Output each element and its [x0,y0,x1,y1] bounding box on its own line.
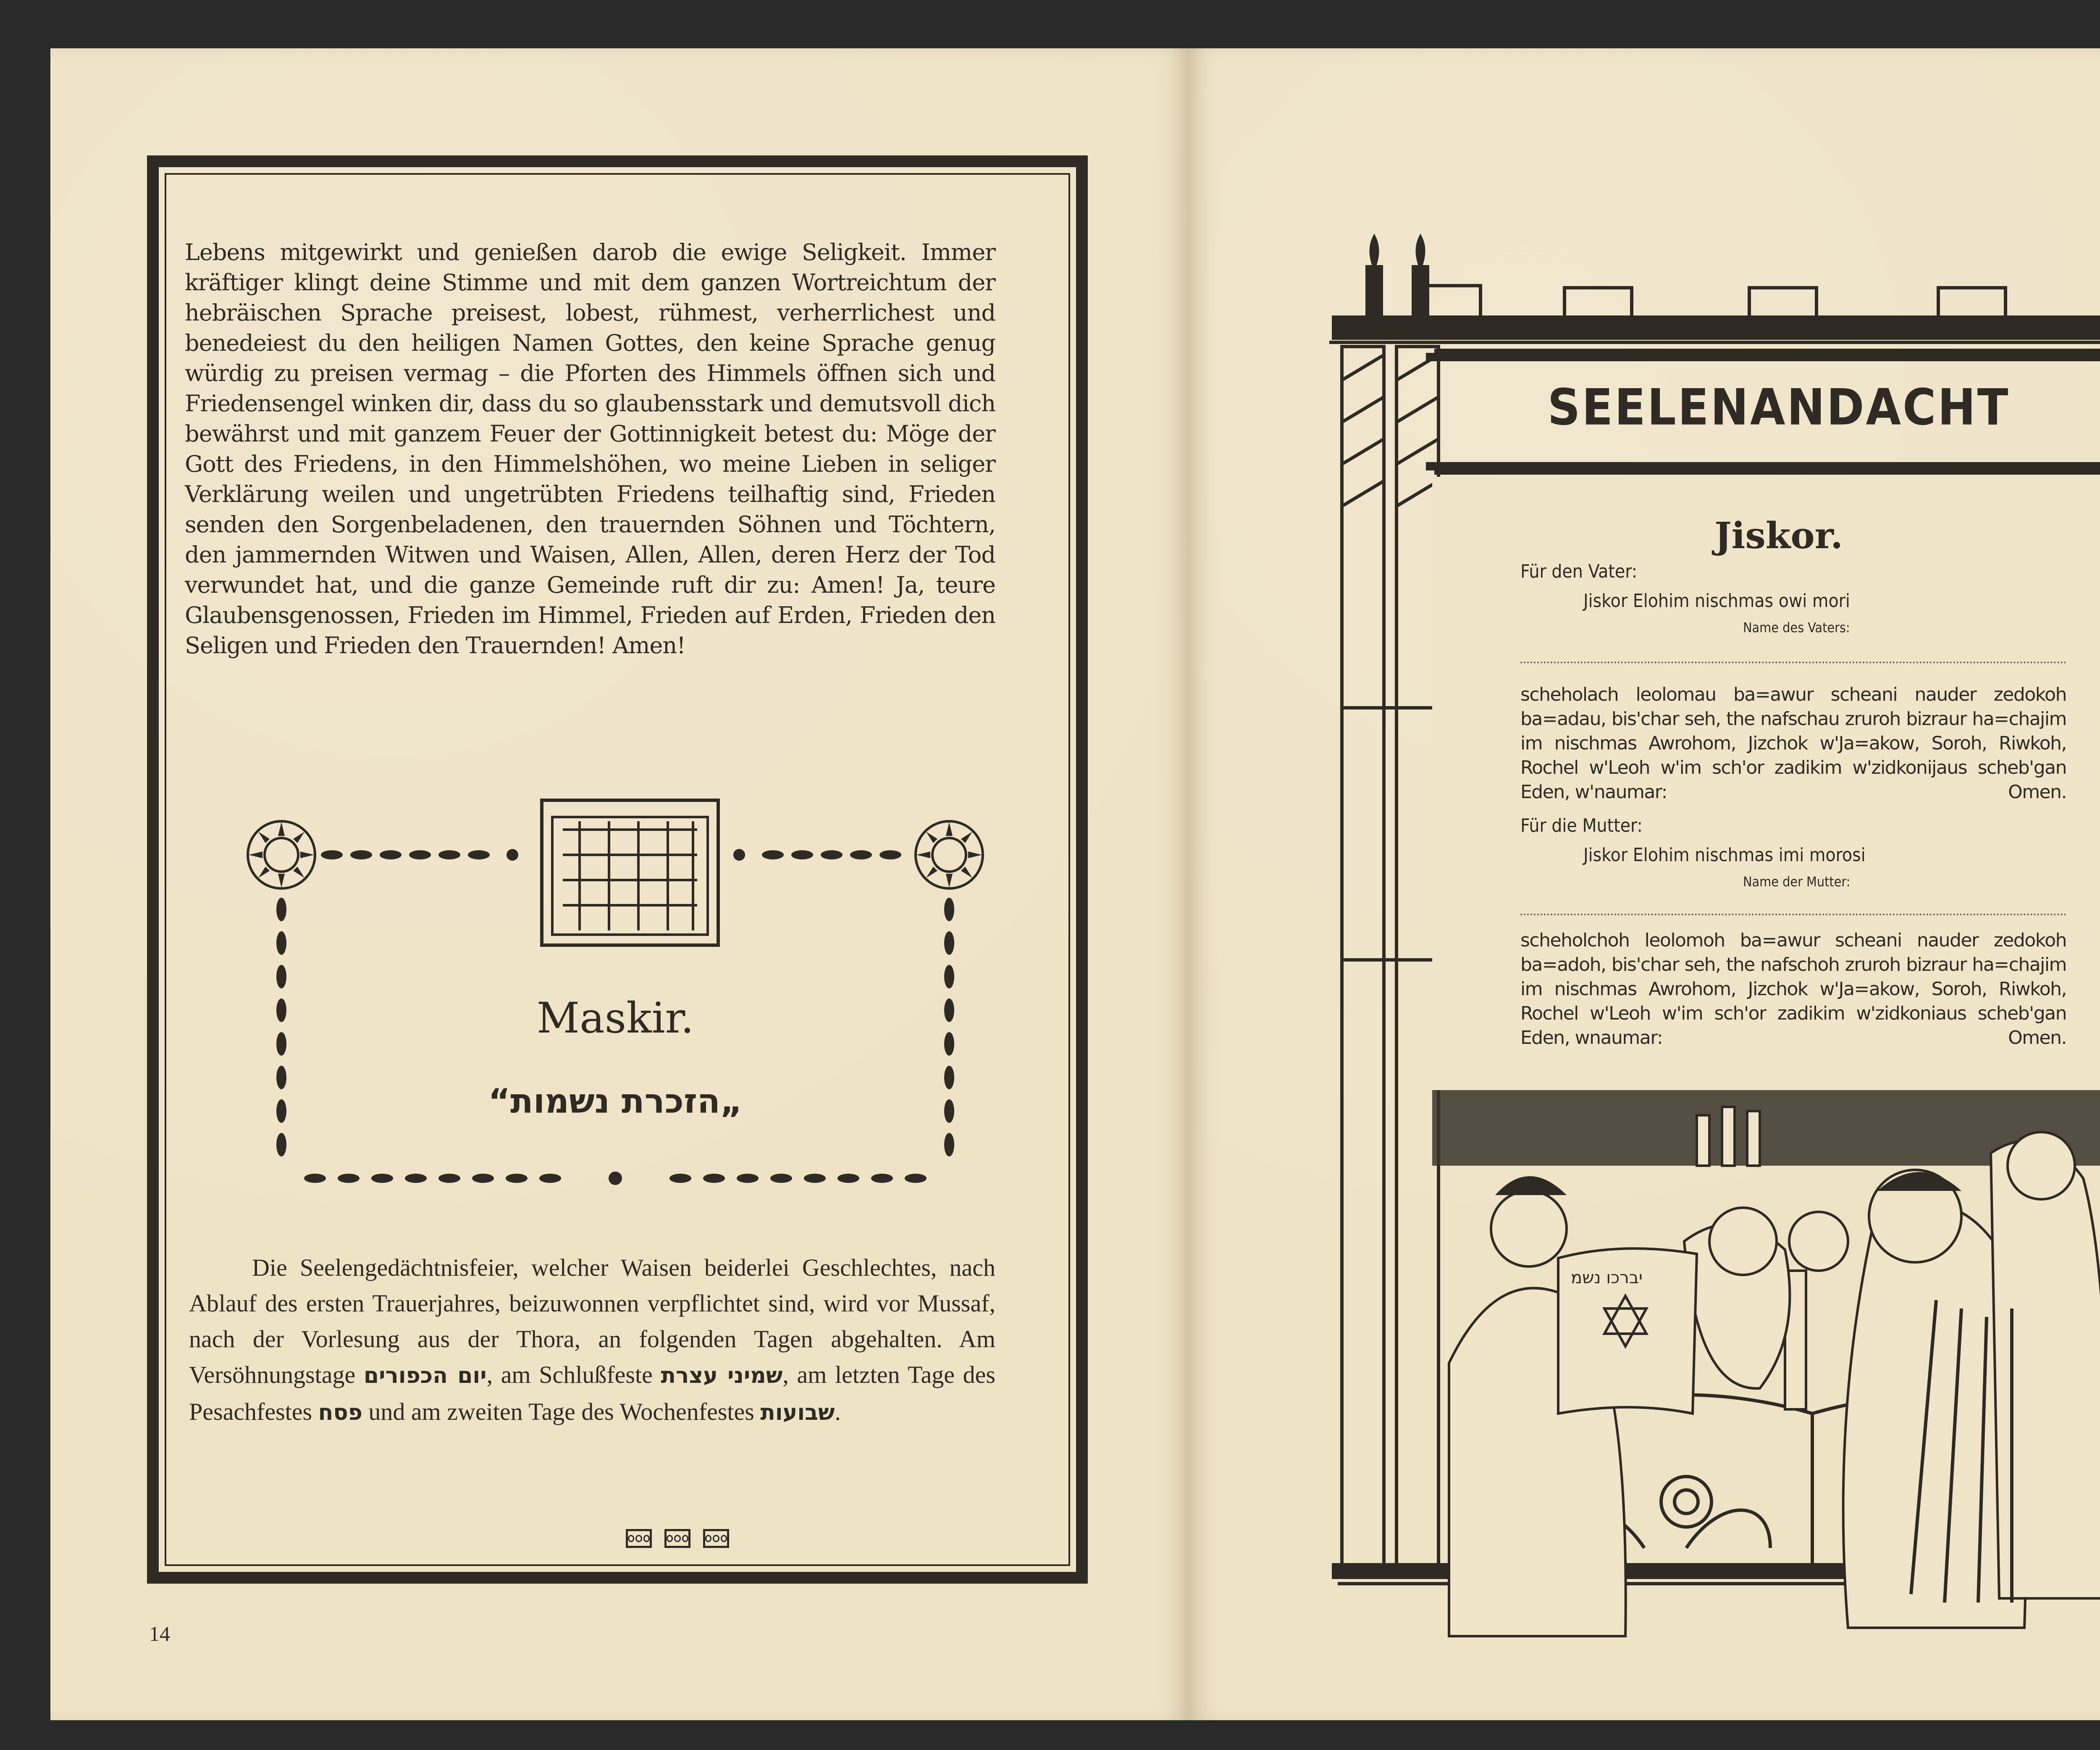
mother-prayer [1520,928,2066,1050]
memorial-service-scene-icon [1432,1090,2100,1720]
right-page [1189,48,2100,1720]
book-spread [50,48,2100,1720]
maskir-ornament-frame [239,792,991,1203]
scroll-hebrew-text: יברכו נשמ [1571,1268,1643,1288]
synagogue-illustration [1432,1090,2100,1720]
maskir-title: Maskir. [536,993,694,1043]
rule-text-part: , am letzten Tage des Pesachfestes [189,1361,995,1425]
father-name-line[interactable] [1520,662,2066,663]
end-mark-icon [664,1529,690,1548]
end-mark-icon [626,1529,652,1548]
mother-name-line[interactable] [1520,914,2066,915]
header-band [1426,353,2100,470]
hebrew-shavuot: שבועות [760,1400,835,1425]
mother-amen: Omen. [2008,1027,2066,1048]
father-amen: Omen. [2008,781,2066,803]
jiskor-title: Jiskor. [1714,515,1843,557]
prayer-paragraph: Lebens mitgewirkt und genießen darob die ewige Seligkeit. Immer kräftiger klingt deine Stimme und mit dem ganzen Wortreichtum der hebräischen Sprache preisest, lobest, rühmest, verherrlichest und benedeiest du den heiligen Namen Gottes, den keine Sprache genug würdig zu preisen vermag – die Pforten des Himmels öffnen sich und Friedensengel winken dir, dass du so glaubensstark und demutsvoll dich bewährst und mit ganzem Feuer der Gottinnigkeit betest du: Möge der Gott des Friedens, in den Himmelshöhen, wo meine Lieben in seliger Verklärung weilen und ungetrübten Friedens teilhaftig sind, Frieden senden den Sorgenbeladenen, den trauernden Söhnen und Töchtern, den jammernden Witwen und Waisen, Allen, Allen, deren Herz der Tod verwundet hat, und die ganze Gemeinde ruft dir zu: Amen! Ja, teure Glaubensgenossen, Frieden im Himmel, Frieden auf Erden, Frieden den Seligen und Frieden den Trauernden! Amen! [185,239,995,659]
jiskor-prayer-panel [1432,477,2100,1090]
father-label: Für den Vater: [1520,561,1638,582]
end-ornament [626,1529,729,1548]
rule-text-part: , am Schlußfeste [486,1361,661,1388]
hebrew-pesach: פסח [318,1400,362,1425]
yizkor-days-paragraph [189,1250,995,1431]
page-number-left: 14 [149,1622,170,1645]
mother-invocation: Jiskor Elohim nischmas imi morosi [1583,844,1866,866]
left-page [50,48,1189,1720]
father-name-hint: Name des Vaters: [1743,620,1850,636]
mother-label: Für die Mutter: [1520,815,1643,836]
rule-text-part: . [835,1398,841,1425]
mother-name-hint: Name der Mutter: [1743,874,1851,890]
rule-text-part: und am zweiten Tage des Wochenfestes [362,1398,761,1425]
father-prayer-text: scheholach leolomau ba=awur scheani nauder zedokoh ba=adau, bis'char seh, the nafschau zruroh bizraur ha=chajim im nischmas Awrohom, Jizchok w'Ja=akow, Soroh, Riwkoh, Rochel w'Leoh w'im sch'or zadikim w'zidkonijaus scheb'gan Eden, w'naumar: [1520,684,2066,803]
maskir-hebrew-title: „הזכרת נשמות“ [488,1082,743,1121]
rule-text-part: Die Seelengedächtnisfeier, welcher Waisen beiderlei Geschlechtes, nach Ablauf des ersten Trauerjahres, beizuwonnen verpflichtet sind, wird vor Mussaf, nach der Vorlesung aus der Thora, an folgenden Tagen abgehalten. Am Versöhnungstage [189,1254,995,1388]
father-prayer [1520,683,2066,804]
father-invocation: Jiskor Elohim nischmas owi mori [1583,590,1850,612]
hebrew-shemini-atzeret: שמיני עצרת [661,1363,783,1388]
page-title: SEELENANDACHT [1547,378,2010,437]
illustrated-border [1329,204,2100,1590]
mother-prayer-text: scheholchoh leolomoh ba=awur scheani nauder zedokoh ba=adoh, bis'char seh, the nafschoh zruroh bizraur ha=chajim im nischmas Awrohom, Jizchok w'Ja=akow, Soroh, Riwkoh, Rochel w'Leoh w'im sch'or zadikim w'zidkoniaus scheb'gan Eden, wnaumar: [1520,930,2066,1048]
hebrew-yom-kippur: יום הכפורים [363,1363,487,1388]
end-mark-icon [703,1529,729,1548]
